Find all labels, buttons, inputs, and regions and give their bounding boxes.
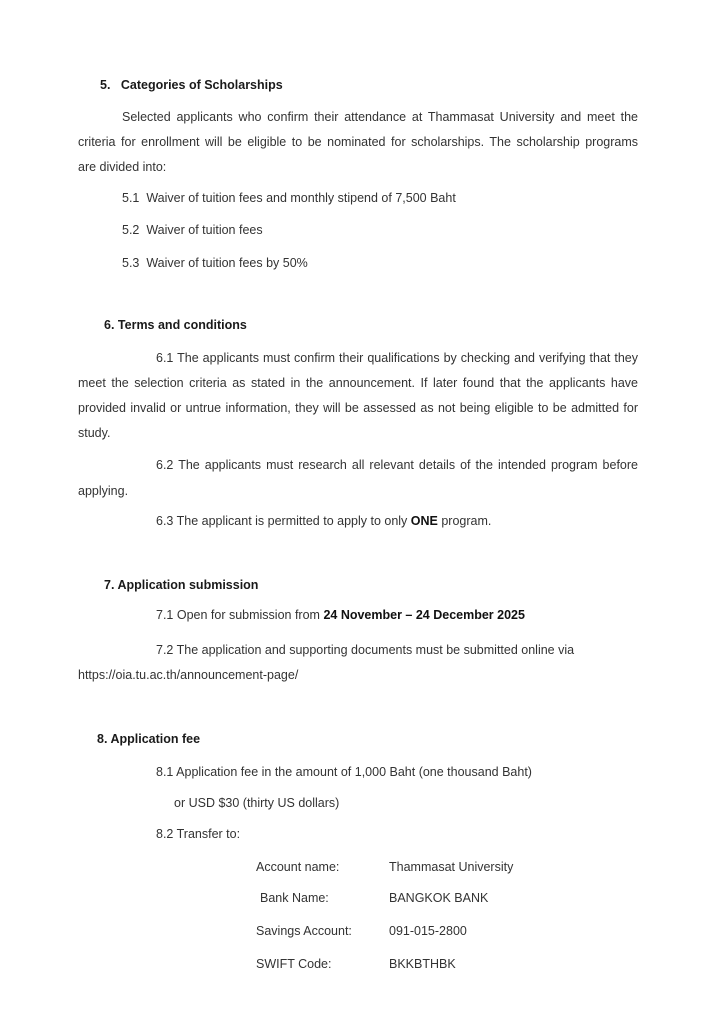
item-8-1-line2: or USD $30 (thirty US dollars) (174, 796, 340, 810)
submission-dates: 24 November – 24 December 2025 (323, 608, 525, 622)
bank-label-account-name: Account name: (256, 860, 340, 874)
emphasis-one: ONE (410, 514, 438, 528)
bank-value-savings-account: 091-015-2800 (389, 924, 467, 938)
list-item-5-1 (122, 186, 456, 211)
item-number: 5.3 (122, 256, 140, 270)
section-number: 5. (100, 78, 111, 92)
item-6-2-line1: 6.2 The applicants must research all relevant details of the intended program before (156, 458, 638, 472)
section-5-intro-line1: Selected applicants who confirm their attendance at Thammasat University and meet the (122, 110, 638, 124)
bank-label-bank-name: Bank Name: (260, 891, 329, 905)
item-8-1-line1: 8.1 Application fee in the amount of 1,000 Baht (one thousand Baht) (156, 765, 532, 779)
item-text: Waiver of tuition fees by 50% (146, 256, 308, 270)
item-6-1-line2: meet the selection criteria as stated in the announcement. If later found that the applicants have (78, 376, 638, 390)
section-7-heading (104, 578, 258, 592)
list-item-5-3 (122, 251, 308, 276)
submission-link[interactable]: https://oia.tu.ac.th/announcement-page/ (78, 668, 299, 682)
section-title: Application submission (117, 578, 259, 592)
bank-value-swift-code: BKKBTHBK (389, 957, 456, 971)
bank-label-swift-code: SWIFT Code: (256, 957, 332, 971)
section-title: Terms and conditions (117, 318, 247, 332)
section-5-intro-line3: are divided into: (78, 160, 167, 174)
section-number: 6. (104, 318, 115, 332)
item-7-1: 7.1 Open for submission from 24 November – 24 December 2025 (156, 608, 525, 622)
section-8-heading (97, 732, 200, 746)
item-6-1-line1: 6.1 The applicants must confirm their qualifications by checking and verifying that they (156, 351, 638, 365)
item-8-2: 8.2 Transfer to: (156, 827, 241, 841)
item-6-1-line4: study. (78, 426, 111, 440)
section-5-heading (100, 78, 283, 92)
section-title: Application fee (110, 732, 201, 746)
list-item-5-2 (122, 218, 263, 243)
item-text: Waiver of tuition fees (146, 223, 263, 237)
bank-value-bank-name: BANGKOK BANK (389, 891, 489, 905)
item-number: 5.2 (122, 223, 140, 237)
section-number: 7. (104, 578, 115, 592)
item-7-2-line1: 7.2 The application and supporting documents must be submitted online via (156, 643, 575, 657)
item-6-3: 6.3 The applicant is permitted to apply to only ONE program. (156, 514, 492, 528)
section-number: 8. (97, 732, 108, 746)
bank-value-account-name: Thammasat University (389, 860, 514, 874)
section-6-heading (104, 318, 247, 332)
item-6-1-line3: provided invalid or untrue information, they will be assessed as not being eligible to be admitted for (78, 401, 638, 415)
section-title: Categories of Scholarships (120, 78, 283, 92)
bank-label-savings-account: Savings Account: (256, 924, 352, 938)
item-number: 5.1 (122, 191, 140, 205)
item-6-2-line2: applying. (78, 484, 129, 498)
section-5-intro-line2: criteria for enrollment will be eligible to be nominated for scholarships. The scholarship programs (78, 135, 638, 149)
item-text: Waiver of tuition fees and monthly stipend of 7,500 Baht (146, 191, 456, 205)
